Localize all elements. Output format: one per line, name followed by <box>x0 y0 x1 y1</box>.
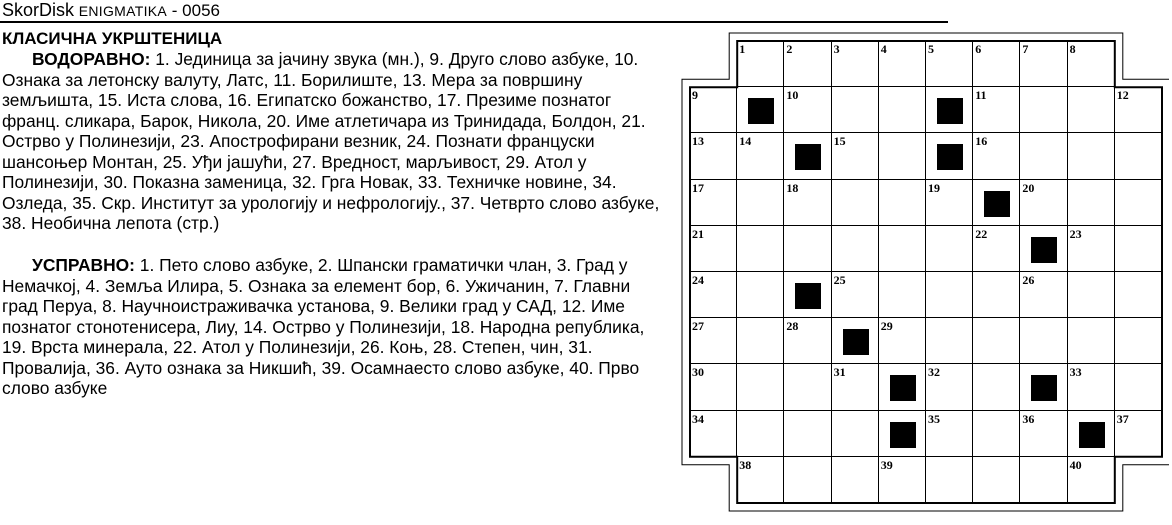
clue-number: 17 <box>692 180 704 195</box>
grid-cell[interactable] <box>784 226 831 272</box>
puzzle-title: КЛАСИЧНА УКРШТЕНИЦА <box>2 29 223 48</box>
clue-number: 23 <box>1069 226 1082 241</box>
grid-cell[interactable] <box>973 411 1020 457</box>
clue-number: 40 <box>1069 457 1082 472</box>
grid-cell[interactable] <box>1115 180 1162 226</box>
clue-number: 2 <box>786 42 793 56</box>
grid-cell[interactable] <box>926 457 973 503</box>
grid-cell[interactable] <box>1115 133 1162 179</box>
clue-number: 35 <box>928 411 940 426</box>
black-square <box>937 98 963 124</box>
grid-cell[interactable] <box>1115 226 1162 272</box>
grid-cell[interactable] <box>784 457 831 503</box>
clue-number: 16 <box>975 134 988 149</box>
clue-number: 5 <box>928 42 934 56</box>
grid-cell[interactable] <box>973 457 1020 503</box>
clue-number: 11 <box>975 88 987 103</box>
grid-cell[interactable] <box>832 180 879 226</box>
grid-cell[interactable] <box>1020 133 1067 179</box>
black-square <box>1031 375 1057 401</box>
clue-number: 29 <box>880 319 893 334</box>
grid-cell[interactable] <box>879 226 926 272</box>
across-clues <box>2 49 670 234</box>
clue-number: 22 <box>975 226 988 241</box>
clue-number: 3 <box>833 42 840 56</box>
grid-cell[interactable] <box>1020 87 1067 133</box>
grid-cell[interactable] <box>879 272 926 318</box>
clue-number: 26 <box>1022 273 1035 287</box>
clue-number: 33 <box>1069 365 1082 380</box>
header-rule <box>0 21 948 23</box>
grid-cell[interactable] <box>879 133 926 179</box>
grid-cell[interactable] <box>737 318 784 364</box>
clue-number: 24 <box>692 273 704 287</box>
clue-number: 27 <box>692 319 704 334</box>
down-label: УСПРАВНО: <box>32 255 135 275</box>
clue-number: 28 <box>786 319 799 334</box>
grid-cell[interactable] <box>832 226 879 272</box>
black-square <box>937 144 963 170</box>
grid-cell[interactable] <box>832 411 879 457</box>
clue-number: 21 <box>692 226 704 241</box>
crossword-grid <box>677 30 1169 523</box>
black-square <box>795 283 821 309</box>
black-square <box>1031 237 1057 263</box>
grid-cell[interactable] <box>832 457 879 503</box>
down-text: 1. Пето слово азбуке, 2. Шпански граматички члан, 3. Град у Немачкој, 4. Земља Илира, 5. Ознака за елемент бор, 6. Ужичанин, 7. Главни град Перуа, 8. Научноистраживачка установа, 9. Велики град у САД, 12. Име познатог стонотенисера, Лиу, 14. Острво у Полинезији, 18. Народна република, 19. Врста минерала, 22. Атол у Полинезији, 26. Коњ, 28. Степен, чин, 31. Провалија, 36. Ауто ознака за Никшић, 39. Осамнаесто слово азбуке, 40. Прво слово азбуке <box>2 255 645 398</box>
grid-cell[interactable] <box>1115 364 1162 410</box>
brand-name: SkorDisk <box>2 0 75 20</box>
clue-number: 38 <box>739 457 752 472</box>
clue-number: 15 <box>833 134 846 149</box>
grid-cell[interactable] <box>1020 318 1067 364</box>
black-square <box>748 98 774 124</box>
clue-number: 8 <box>1069 42 1076 56</box>
publication-header <box>2 0 220 21</box>
grid-cell[interactable] <box>973 272 1020 318</box>
grid-cell[interactable] <box>1068 180 1115 226</box>
issue-number: - 0056 <box>167 1 220 20</box>
grid-cell[interactable] <box>973 318 1020 364</box>
grid-cell[interactable] <box>1068 318 1115 364</box>
clue-number: 14 <box>739 134 752 149</box>
clue-number: 30 <box>692 365 704 380</box>
grid-cell[interactable] <box>1068 87 1115 133</box>
black-square <box>795 144 821 170</box>
grid-cell[interactable] <box>737 411 784 457</box>
clue-number: 9 <box>692 88 698 103</box>
clue-number: 25 <box>833 273 846 287</box>
black-square <box>843 329 869 355</box>
grid-cell[interactable] <box>973 364 1020 410</box>
clue-number: 6 <box>975 42 982 56</box>
clue-number: 10 <box>786 88 799 103</box>
grid-cell[interactable] <box>1068 133 1115 179</box>
grid-cell[interactable] <box>737 180 784 226</box>
grid-cell[interactable] <box>926 226 973 272</box>
grid-cell[interactable] <box>1020 457 1067 503</box>
grid-cell[interactable] <box>879 180 926 226</box>
clue-number: 4 <box>880 42 887 56</box>
black-square <box>1079 422 1105 448</box>
black-square <box>890 375 916 401</box>
black-square <box>984 191 1010 217</box>
grid-cell[interactable] <box>926 272 973 318</box>
grid-cell[interactable] <box>1115 318 1162 364</box>
clue-number: 13 <box>692 134 704 149</box>
clue-number: 34 <box>692 411 704 426</box>
grid-cell[interactable] <box>737 272 784 318</box>
grid-cell[interactable] <box>784 364 831 410</box>
grid-cell[interactable] <box>926 318 973 364</box>
clue-number: 19 <box>928 180 940 195</box>
grid-cell[interactable] <box>1068 272 1115 318</box>
grid-cell[interactable] <box>737 364 784 410</box>
clue-number: 31 <box>833 365 846 380</box>
clue-number: 36 <box>1022 411 1035 426</box>
grid-cell[interactable] <box>1115 272 1162 318</box>
clue-number: 20 <box>1022 180 1035 195</box>
clue-number: 37 <box>1116 411 1129 426</box>
clue-number: 32 <box>928 365 940 380</box>
grid-cell[interactable] <box>737 226 784 272</box>
clue-number: 39 <box>880 457 893 472</box>
clue-number: 18 <box>786 180 799 195</box>
clue-number: 12 <box>1116 88 1129 103</box>
grid-cell[interactable] <box>879 87 926 133</box>
black-square <box>890 422 916 448</box>
across-label: ВОДОРАВНО: <box>32 49 151 69</box>
brand-subtitle: ENIGMATIKA <box>78 3 168 19</box>
down-clues <box>2 255 670 399</box>
clue-number: 1 <box>739 42 746 56</box>
grid-cell[interactable] <box>784 411 831 457</box>
across-text: 1. Јединица за јачину звука (мн.), 9. Друго слово азбуке, 10. Ознака за летонску валуту, Латс, 11. Борилиште, 13. Мера за површину земљишта, 15. Иста слова, 16. Египатско божанство, 17. Презиме познатог франц. сликара, Барок, Никола, 20. Име атлетичара из Тринидада, Болдон, 21. Острво у Полинезији, 23. Апострофирани везник, 24. Познати француски шансоњер Монтан, 25. Уђи јашући, 27. Вредност, марљивост, 29. Атол у Полинезији, 30. Показна заменица, 32. Грга Новак, 33. Техничке новине, 34. Озледа, 35. Скр. Институт за урологију и нефрологију., 37. Четврто слово азбуке, 38. Необична лепота (стр.) <box>2 49 660 233</box>
clue-number: 7 <box>1022 42 1029 56</box>
grid-cell[interactable] <box>832 87 879 133</box>
